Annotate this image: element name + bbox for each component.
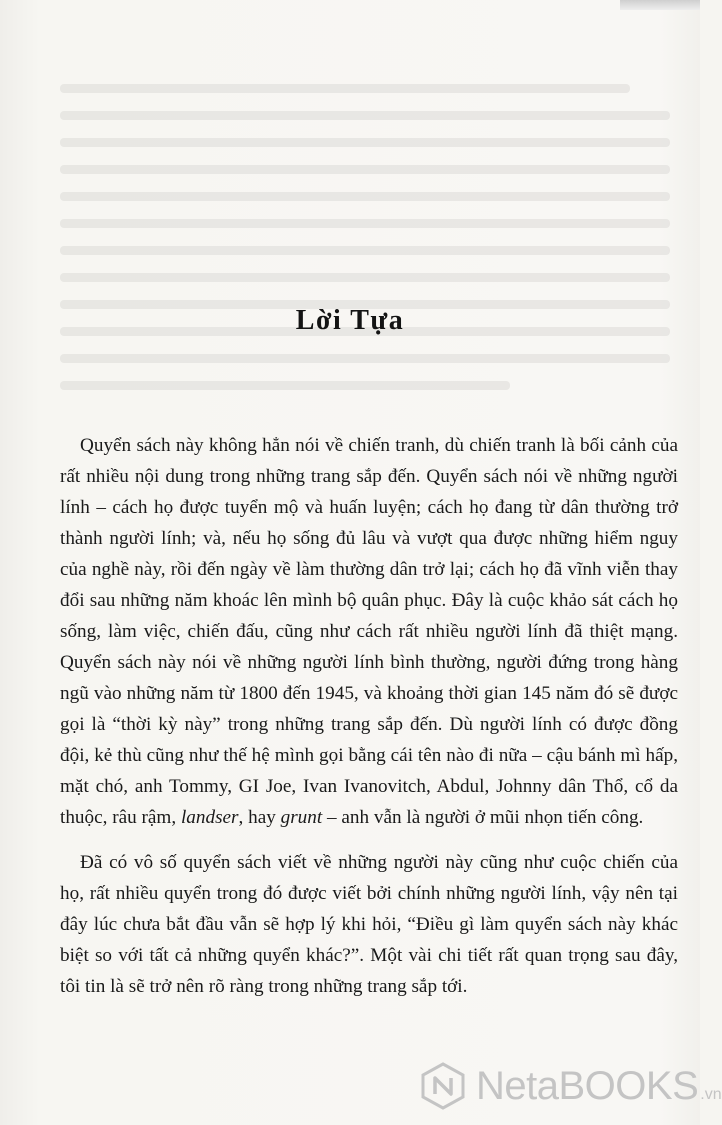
paragraph-1-italic-grunt: grunt: [280, 807, 323, 828]
watermark-suffix: .vn: [700, 1086, 722, 1103]
netabooks-watermark: [418, 1058, 722, 1114]
paragraph-2: Đã có vô số quyển sách viết về những người này cũng như cuộc chiến của họ, rất nhiều quyển trong đó được viết bởi chính những người lính, vậy nên tại đây lúc chưa bắt đầu vẫn sẽ hợp lý khi hỏi, “Điều gì làm quyển sách này khác biệt so với tất cả những quyển khác?”. Một vài chi tiết rất quan trọng sau đây, tôi tin là sẽ trở nên rõ ràng trong những trang sắp tới.: [60, 852, 678, 997]
paragraph-1-text: Quyển sách này không hẳn nói về chiến tranh, dù chiến tranh là bối cảnh của rất nhiều nội dung trong những trang sắp đến. Quyển sách nói về những người lính – cách họ được tuyển mộ và huấn luyện; cách họ đang từ dân thường trở thành người lính; và, nếu họ sống đủ lâu và vượt qua được những hiểm nguy của nghề này, rồi đến ngày về làm thường dân trở lại; cách họ đã vĩnh viễn thay đổi sau những năm khoác lên mình bộ quân phục. Đây là cuộc khảo sát cách họ sống, làm việc, chiến đấu, cũng như cách rất nhiều người lính đã thiệt mạng. Quyển sách này nói về những người lính bình thường, người đứng trong hàng ngũ vào những năm từ 1800 đến 1945, và khoảng thời gian 145 năm đó sẽ được gọi là “thời kỳ này” trong những trang sắp đến. Dù người lính có được đồng đội, kẻ thù cũng như thế hệ mình gọi bằng cái tên nào đi nữa – cậu bánh mì hấp, mặt chó, anh Tommy, GI Joe, Ivan Ivanovitch, Abdul, Johnny dân Thổ, cổ da thuộc, râu rậm,: [60, 435, 678, 828]
paragraph-1: [60, 430, 678, 833]
paragraph-1-connector: , hay: [238, 807, 276, 828]
scan-edge-shadow: [620, 0, 700, 10]
bleed-through-texture: [60, 78, 670, 417]
paragraph-1-italic-landser: landser: [180, 807, 239, 828]
page-title: Lời Tựa: [295, 305, 405, 336]
body-text: [60, 430, 678, 1016]
bleed-through-lines: [60, 78, 670, 408]
netabooks-logo-icon: [418, 1061, 468, 1111]
paragraph-1-ending: – anh vẫn là người ở mũi nhọn tiến công.: [327, 807, 644, 828]
watermark-brand: NetaBOOKS: [476, 1063, 699, 1108]
